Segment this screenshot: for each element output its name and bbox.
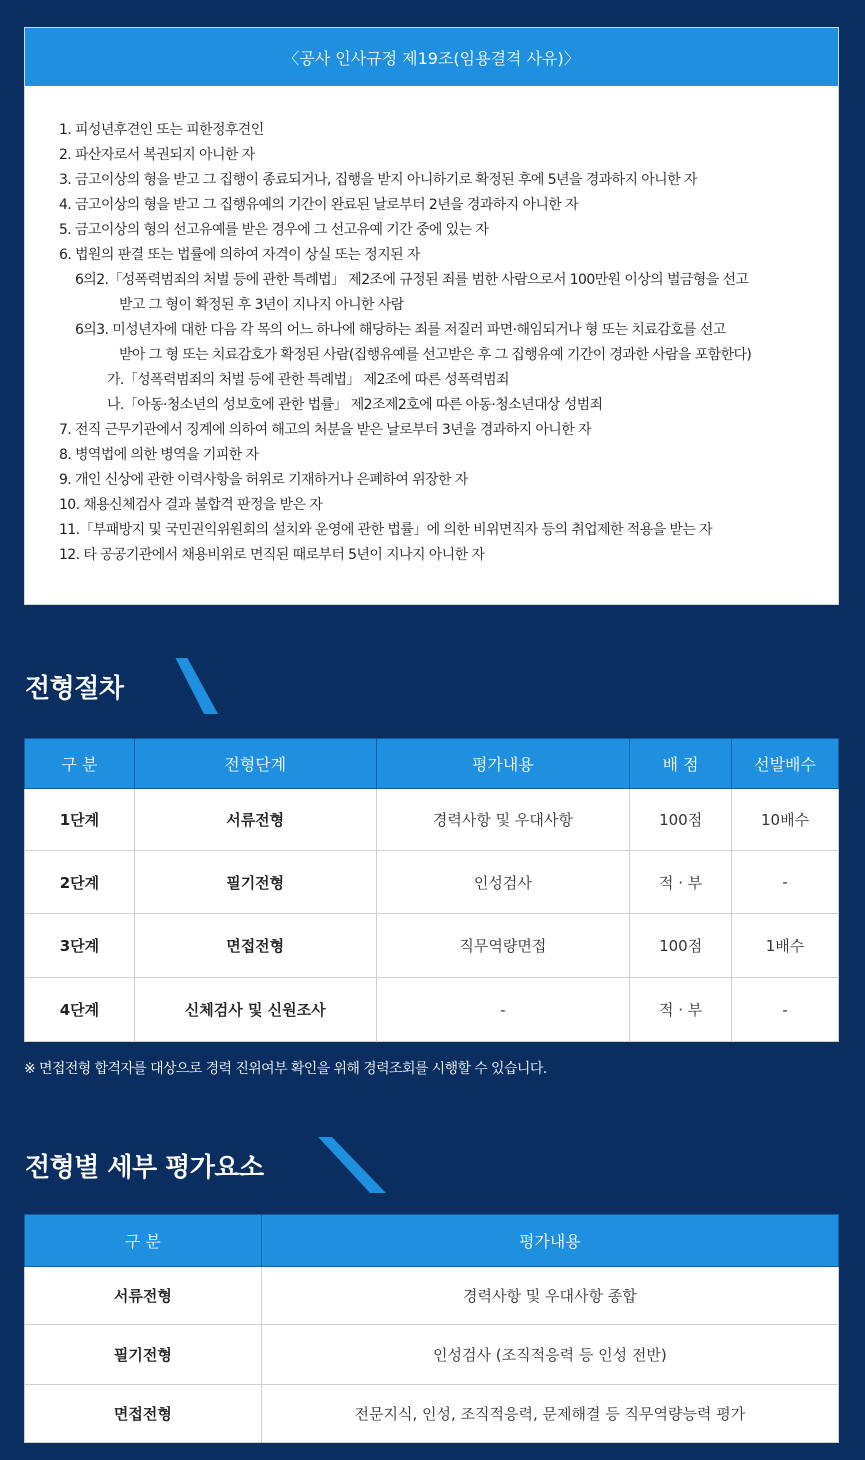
screening-type-cell: 서류전형	[25, 1267, 262, 1325]
rule-item: 10. 채용신체검사 결과 불합격 판정을 받은 자	[59, 497, 323, 513]
rule-item: 3. 금고이상의 형을 받고 그 집행이 종료되거나, 집행을 받지 아니하기로 확정된 후에 5년을 경과하지 아니한 자	[59, 172, 697, 188]
rule-item: 5. 금고이상의 형의 선고유예를 받은 경우에 그 선고유예 기간 중에 있는 자	[59, 222, 489, 238]
column-header: 전형단계	[134, 739, 376, 789]
evaluation-cell: 경력사항 및 우대사항 종합	[261, 1267, 838, 1325]
evaluation-cell: 전문지식, 인성, 조직적응력, 문제해결 등 직무역량능력 평가	[261, 1385, 838, 1443]
screening-type-cell: 면접전형	[134, 914, 376, 978]
section-title: 전형별 세부 평가요소	[25, 1152, 264, 1183]
evaluation-cell: 인성검사 (조직적응력 등 인성 전반)	[261, 1325, 838, 1385]
rule-subitem-continuation: 받아 그 형 또는 치료감호가 확정된 사람(집행유예를 선고받은 후 그 집행유예 기간이 경과한 사람을 포함한다)	[119, 347, 752, 363]
procedure-section-header	[0, 658, 218, 714]
rule-subclause: 나.「아동·청소년의 성보호에 관한 법률」 제2조제2호에 따른 아동·청소년대상 성범죄	[107, 397, 603, 413]
rule-subclause: 가.「성폭력범죄의 처벌 등에 관한 특례법」 제2조에 따른 성폭력범죄	[107, 372, 509, 388]
score-cell: 적 · 부	[630, 851, 732, 914]
rules-list	[25, 86, 838, 568]
column-header: 배 점	[630, 739, 732, 789]
table-row	[25, 789, 839, 851]
table-row	[25, 1325, 839, 1385]
rule-item: 7. 전직 근무기관에서 징계에 의하여 해고의 처분을 받은 날로부터 3년을 경과하지 아니한 자	[59, 422, 591, 438]
rule-item: 2. 파산자로서 복권되지 아니한 자	[59, 147, 255, 163]
evaluation-cell: 직무역량면접	[376, 914, 630, 978]
evaluation-cell: -	[376, 978, 630, 1042]
stage-cell: 1단계	[25, 789, 135, 851]
screening-type-cell: 면접전형	[25, 1385, 262, 1443]
table-row	[25, 851, 839, 914]
criteria-section-header	[0, 1137, 386, 1193]
evaluation-cell: 인성검사	[376, 851, 630, 914]
stage-cell: 4단계	[25, 978, 135, 1042]
score-cell: 100점	[630, 914, 732, 978]
rule-item: 12. 타 공공기관에서 채용비위로 면직된 때로부터 5년이 지나지 아니한 자	[59, 547, 485, 563]
column-header: 구 분	[25, 739, 135, 789]
rule-subitem: 6의2.「성폭력범죄의 처벌 등에 관한 특례법」 제2조에 규정된 죄를 범한 사람으로서 100만원 이상의 벌금형을 선고	[75, 272, 749, 288]
screening-type-cell: 필기전형	[25, 1325, 262, 1385]
rules-title: 〈공사 인사규정 제19조(임용결격 사유)〉	[25, 28, 838, 86]
table-row	[25, 914, 839, 978]
procedure-note: ※ 면접전형 합격자를 대상으로 경력 진위여부 확인을 위해 경력조회를 시행할 수 있습니다.	[24, 1061, 547, 1077]
selection-ratio-cell: -	[732, 978, 839, 1042]
selection-ratio-cell: 10배수	[732, 789, 839, 851]
column-header: 구 분	[25, 1215, 262, 1267]
column-header: 평가내용	[261, 1215, 838, 1267]
screening-type-cell: 서류전형	[134, 789, 376, 851]
score-cell: 적 · 부	[630, 978, 732, 1042]
evaluation-cell: 경력사항 및 우대사항	[376, 789, 630, 851]
hiring-disqualification-rules-box	[24, 27, 839, 605]
screening-type-cell: 필기전형	[134, 851, 376, 914]
rule-item: 9. 개인 신상에 관한 이력사항을 허위로 기재하거나 은폐하여 위장한 자	[59, 472, 468, 488]
stage-cell: 2단계	[25, 851, 135, 914]
selection-ratio-cell: 1배수	[732, 914, 839, 978]
evaluation-criteria-table	[24, 1214, 839, 1443]
rule-subitem-continuation: 받고 그 형이 확정된 후 3년이 지나지 아니한 사람	[119, 297, 404, 313]
rule-item: 11.「부패방지 및 국민권익위원회의 설치와 운영에 관한 법률」에 의한 비위면직자 등의 취업제한 적용을 받는 자	[59, 522, 713, 538]
column-header: 평가내용	[376, 739, 630, 789]
rule-item: 6. 법원의 판결 또는 법률에 의하여 자격이 상실 또는 정지된 자	[59, 247, 420, 263]
rule-item: 1. 피성년후견인 또는 피한정후견인	[59, 122, 264, 138]
table-row	[25, 1385, 839, 1443]
column-header: 선발배수	[732, 739, 839, 789]
table-header-row	[25, 1215, 839, 1267]
rule-item: 8. 병역법에 의한 병역을 기피한 자	[59, 447, 259, 463]
section-title: 전형절차	[25, 673, 124, 704]
table-row	[25, 978, 839, 1042]
screening-type-cell: 신체검사 및 신원조사	[134, 978, 376, 1042]
rule-item: 4. 금고이상의 형을 받고 그 집행유예의 기간이 완료된 날로부터 2년을 경과하지 아니한 자	[59, 197, 579, 213]
selection-ratio-cell: -	[732, 851, 839, 914]
table-header-row	[25, 739, 839, 789]
table-row	[25, 1267, 839, 1325]
procedure-table	[24, 738, 839, 1042]
rule-subitem: 6의3. 미성년자에 대한 다음 각 목의 어느 하나에 해당하는 죄를 저질러 파면·해임되거나 형 또는 치료감호를 선고	[75, 322, 726, 338]
stage-cell: 3단계	[25, 914, 135, 978]
score-cell: 100점	[630, 789, 732, 851]
